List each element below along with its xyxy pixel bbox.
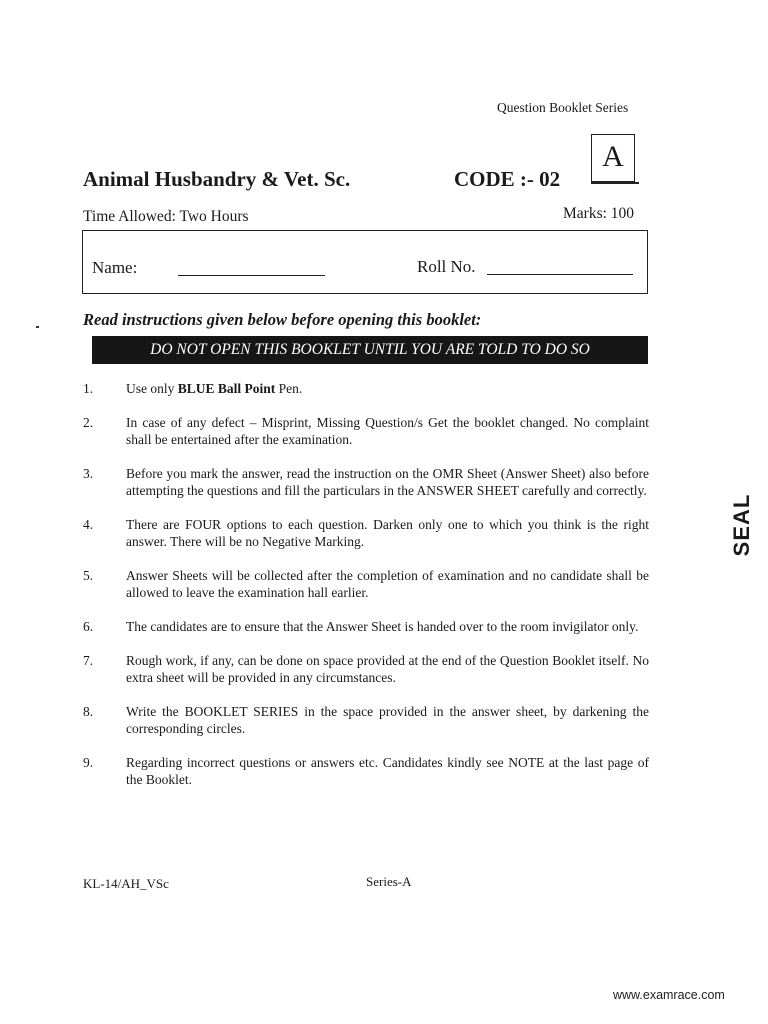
instruction-item [83, 754, 649, 788]
instruction-text: In case of any defect – Misprint, Missing Question/s Get the booklet changed. No complaint shall be entertained after the examination. [126, 415, 649, 447]
instruction-item [83, 567, 649, 601]
instruction-number: 6. [83, 619, 94, 634]
roll-no-label: Roll No. [417, 257, 476, 276]
instruction-item [83, 652, 649, 686]
booklet-series-label: Question Booklet Series [497, 100, 629, 115]
instruction-number: 3. [83, 466, 94, 481]
instruction-text: There are FOUR options to each question. Darken only one to which you think is the right answer. There will be no Negative Marking. [126, 517, 649, 549]
website-watermark: www.examrace.com [613, 988, 725, 1002]
footer-booklet-code: KL-14/AH_VSc [83, 876, 169, 891]
instruction-text: Rough work, if any, can be done on space provided at the end of the Question Booklet itself. No extra sheet will be provided in any circumstances. [126, 653, 649, 685]
instruction-bold-text: BLUE Ball Point [177, 381, 276, 396]
instruction-number: 7. [83, 653, 94, 668]
total-marks: Marks: 100 [563, 205, 635, 222]
instruction-item [83, 414, 649, 448]
read-instructions-heading: Read instructions given below before opening this booklet: [83, 310, 482, 329]
instruction-text: Write the BOOKLET SERIES in the space provided in the answer sheet, by darkening the corresponding circles. [126, 704, 649, 736]
seal-label: SEAL [729, 493, 754, 557]
instruction-number: 4. [83, 517, 94, 532]
instruction-number: 9. [83, 755, 94, 770]
instruction-text: Answer Sheets will be collected after the completion of examination and no candidate shall be allowed to leave the examination hall earlier. [126, 568, 649, 600]
instruction-text: Pen. [275, 381, 303, 396]
subject-title: Animal Husbandry & Vet. Sc. [83, 167, 351, 191]
roll-no-field-line[interactable] [487, 274, 633, 275]
scan-speck [36, 326, 39, 328]
name-field-line[interactable] [178, 275, 325, 276]
instruction-item [83, 703, 649, 737]
instruction-number: 5. [83, 568, 94, 583]
seal-stamp [712, 490, 768, 560]
time-allowed: Time Allowed: Two Hours [83, 208, 249, 225]
instruction-text: Regarding incorrect questions or answers etc. Candidates kindly see NOTE at the last page of the Booklet. [126, 755, 649, 787]
do-not-open-banner: DO NOT OPEN THIS BOOKLET UNTIL YOU ARE TOLD TO DO SO [92, 336, 648, 364]
instruction-text: The candidates are to ensure that the Answer Sheet is handed over to the room invigilator only. [126, 619, 639, 634]
footer-series: Series-A [366, 874, 412, 889]
name-label: Name: [92, 258, 138, 277]
instruction-item [83, 618, 649, 635]
series-box-underline [591, 182, 639, 184]
booklet-series-box: A [591, 134, 635, 182]
candidate-details-box [82, 230, 648, 294]
instruction-text: Use only [126, 381, 178, 396]
instruction-item [83, 465, 649, 499]
instruction-number: 2. [83, 415, 94, 430]
instruction-item [83, 516, 649, 550]
instruction-number: 8. [83, 704, 94, 719]
instructions-list [83, 380, 649, 788]
instruction-text: Before you mark the answer, read the instruction on the OMR Sheet (Answer Sheet) also before attempting the questions and fill the particulars in the ANSWER SHEET carefully and correctly. [126, 466, 649, 498]
instruction-item [83, 380, 649, 397]
paper-code: CODE :- 02 [454, 167, 561, 191]
instruction-number: 1. [83, 381, 94, 396]
